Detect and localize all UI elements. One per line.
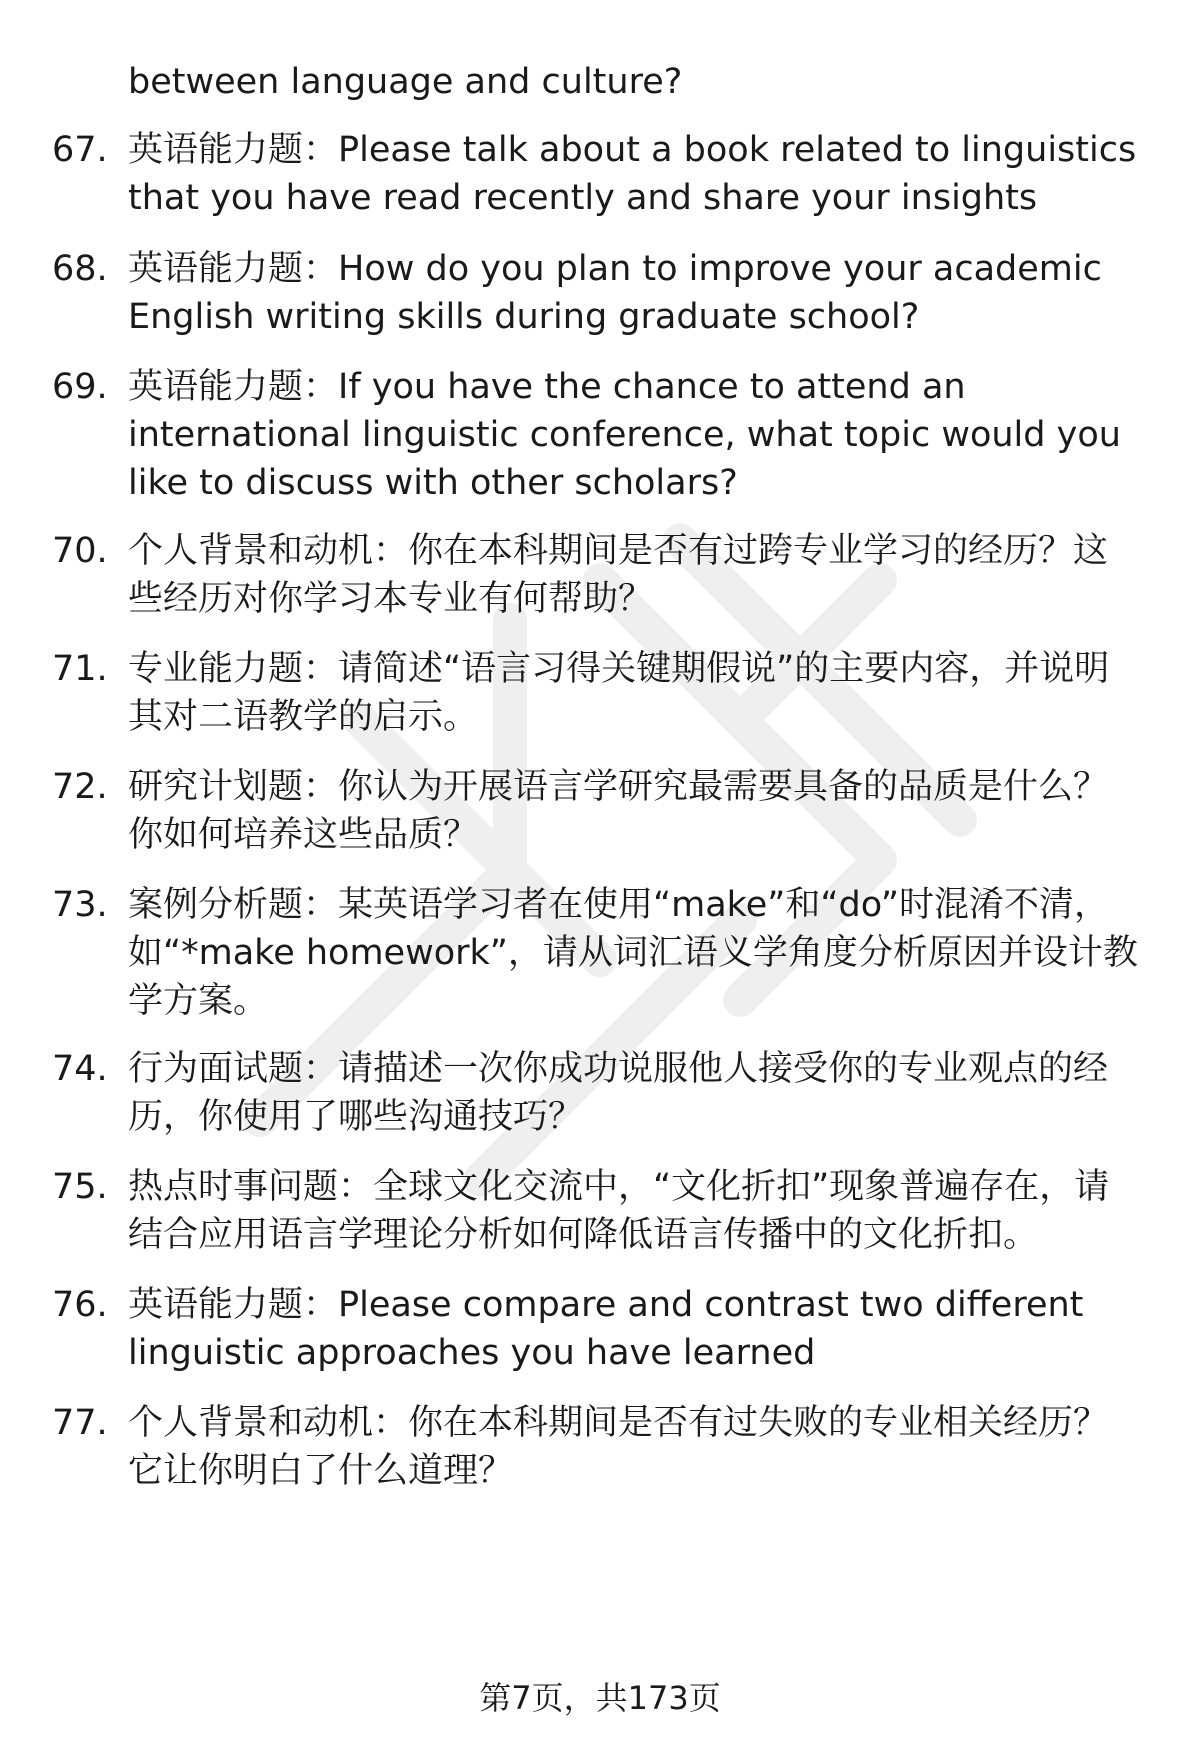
question-text: 英语能力题：If you have the chance to attend an international linguistic conference, what topic would you like to discuss with other scholars? xyxy=(128,367,1121,503)
question-item-74 xyxy=(52,1045,1152,1141)
question-text: 案例分析题：某英语学习者在使用“make”和“do”时混淆不清，如“*make homework”，请从词汇语义学角度分析原因并设计教学方案。 xyxy=(128,885,1138,1021)
question-number: 75. xyxy=(52,1167,108,1207)
question-item-75 xyxy=(52,1163,1152,1259)
question-number: 72. xyxy=(52,767,108,807)
question-text: 英语能力题：How do you plan to improve your academic English writing skills during graduate school? xyxy=(128,249,1102,337)
question-text: 热点时事问题：全球文化交流中，“文化折扣”现象普遍存在，请结合应用语言学理论分析如何降低语言传播中的文化折扣。 xyxy=(128,1167,1110,1255)
question-text: 个人背景和动机：你在本科期间是否有过失败的专业相关经历？它让你明白了什么道理？ xyxy=(128,1403,1109,1491)
question-item-76 xyxy=(52,1281,1152,1377)
question-text: 研究计划题：你认为开展语言学研究最需要具备的品质是什么？你如何培养这些品质？ xyxy=(128,767,1109,855)
question-number: 77. xyxy=(52,1403,108,1443)
question-number: 67. xyxy=(52,130,108,170)
question-number: 71. xyxy=(52,649,108,689)
question-item-69 xyxy=(52,363,1152,507)
question-text: 英语能力题：Please talk about a book related to linguistics that you have read recently and share your insights xyxy=(128,130,1137,218)
question-item-67 xyxy=(52,126,1152,222)
question-item-68 xyxy=(52,245,1152,341)
question-number: 70. xyxy=(52,531,108,571)
page-footer: 第7页，共173页 xyxy=(479,1679,721,1717)
question-number: 76. xyxy=(52,1285,108,1325)
question-item-70 xyxy=(52,527,1152,623)
question-text: 专业能力题：请简述“语言习得关键期假说”的主要内容，并说明其对二语教学的启示。 xyxy=(128,649,1110,737)
question-number: 73. xyxy=(52,885,108,925)
question-number: 68. xyxy=(52,249,108,289)
question-item-72 xyxy=(52,763,1152,859)
question-text: 个人背景和动机：你在本科期间是否有过跨专业学习的经历？这些经历对你学习本专业有何帮助？ xyxy=(128,531,1109,619)
question-item-77 xyxy=(52,1399,1152,1495)
question-text: 行为面试题：请描述一次你成功说服他人接受你的专业观点的经历，你使用了哪些沟通技巧？ xyxy=(128,1049,1109,1137)
question-item-71 xyxy=(52,645,1152,741)
question-number: 69. xyxy=(52,367,108,407)
question-number: 74. xyxy=(52,1049,108,1089)
continued-question-line: between language and culture? xyxy=(128,62,683,102)
question-item-73 xyxy=(52,881,1152,1025)
question-text: 英语能力题：Please compare and contrast two different linguistic approaches you have learned xyxy=(128,1285,1084,1373)
